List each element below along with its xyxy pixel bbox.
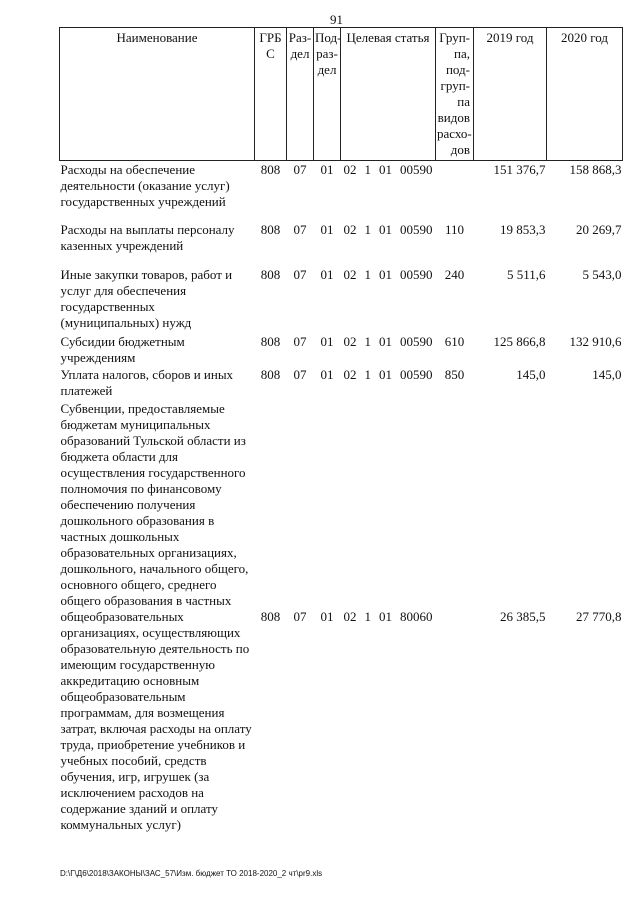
row-expense-group bbox=[436, 161, 474, 211]
row-2020: 20 269,7 bbox=[576, 222, 622, 237]
row-razdel: 07 bbox=[293, 609, 307, 624]
row-2020: 132 910,6 bbox=[569, 334, 622, 349]
table-row bbox=[60, 254, 623, 331]
row-name: Субвенции, предоставляемые бюджетам муниципальных образований Тульской области из бюджета области для осуществления государственного полномочия по финансовому обеспечению получения дошкольного образования в частных дошкольных образовательных организациях, дошкольного, начального общего, основного общего, среднего общего образования в частных общеобразовательных организациях, осуществляющих образовательную деятельность по имеющим государственную аккредитацию основным общеобразовательным программам, для возмещения затрат, включая расходы на оплату труда, приобретение учебников и учебных пособий, средств обучения, игр, игрушек (за исключением расходов на содержание зданий и оплату коммунальных услуг) bbox=[60, 401, 252, 832]
row-target-article: 02 1 01 00590 bbox=[343, 222, 433, 237]
row-expense-group: 240 bbox=[444, 267, 465, 282]
row-grbs: 808 bbox=[260, 334, 281, 349]
header-2020: 2020 год bbox=[547, 28, 623, 161]
row-2020: 5 543,0 bbox=[582, 267, 622, 282]
header-name: Наименование bbox=[60, 28, 255, 161]
row-name: Иные закупки товаров, работ и услуг для обеспечения государственных (муниципальных) нужд bbox=[60, 267, 233, 330]
table-row bbox=[60, 210, 623, 254]
row-target-article: 02 1 01 00590 bbox=[343, 267, 433, 282]
row-2019: 19 853,3 bbox=[500, 222, 546, 237]
row-target-article: 02 1 01 80060 bbox=[343, 609, 433, 624]
table-row bbox=[60, 161, 623, 211]
header-razdel: Раз-дел bbox=[287, 28, 314, 161]
table-row bbox=[60, 366, 623, 399]
table-row bbox=[60, 399, 623, 833]
row-expense-group bbox=[436, 399, 474, 833]
page-number: 91 bbox=[330, 12, 343, 27]
footer-file-path: D:\Г\Д6\2018\ЗАКОНЫ\ЗАС_57\Изм. бюджет ТО 2018-2020_2 чт\pr9.xls bbox=[60, 869, 323, 878]
row-razdel: 07 bbox=[293, 334, 307, 349]
row-2019: 151 376,7 bbox=[493, 162, 546, 177]
header-podrazdel: Под-раз-дел bbox=[314, 28, 341, 161]
row-2020: 158 868,3 bbox=[569, 162, 622, 177]
row-expense-group: 610 bbox=[444, 334, 465, 349]
row-grbs: 808 bbox=[260, 162, 281, 177]
row-2019: 5 511,6 bbox=[506, 267, 546, 282]
row-expense-group: 110 bbox=[444, 222, 465, 237]
row-grbs: 808 bbox=[260, 367, 281, 382]
row-podrazdel: 01 bbox=[320, 334, 334, 349]
row-name: Расходы на выплаты персоналу казенных учреждений bbox=[60, 222, 235, 253]
row-name: Субсидии бюджетным учреждениям bbox=[60, 334, 185, 365]
row-razdel: 07 bbox=[293, 367, 307, 382]
row-2020: 27 770,8 bbox=[576, 609, 622, 624]
row-2019: 26 385,5 bbox=[500, 609, 546, 624]
header-target-article: Целевая статья bbox=[341, 28, 436, 161]
table-header-row bbox=[60, 28, 623, 161]
row-podrazdel: 01 bbox=[320, 162, 334, 177]
row-razdel: 07 bbox=[293, 222, 307, 237]
row-2019: 145,0 bbox=[516, 367, 546, 382]
header-expense-group: Груп-па, под-груп-па видов расхо-дов bbox=[436, 28, 474, 161]
header-2019: 2019 год bbox=[474, 28, 547, 161]
header-grbs: ГРБ С bbox=[255, 28, 287, 161]
table-row bbox=[60, 331, 623, 366]
row-expense-group: 850 bbox=[444, 367, 465, 382]
row-podrazdel: 01 bbox=[320, 222, 334, 237]
row-target-article: 02 1 01 00590 bbox=[343, 334, 433, 349]
row-grbs: 808 bbox=[260, 609, 281, 624]
row-podrazdel: 01 bbox=[320, 267, 334, 282]
row-target-article: 02 1 01 00590 bbox=[343, 162, 433, 177]
row-name: Расходы на обеспечение деятельности (оказание услуг) государственных учреждений bbox=[60, 162, 230, 209]
budget-table bbox=[59, 27, 623, 833]
row-name: Уплата налогов, сборов и иных платежей bbox=[60, 367, 234, 398]
row-razdel: 07 bbox=[293, 267, 307, 282]
row-grbs: 808 bbox=[260, 267, 281, 282]
row-razdel: 07 bbox=[293, 162, 307, 177]
row-target-article: 02 1 01 00590 bbox=[343, 367, 433, 382]
row-grbs: 808 bbox=[260, 222, 281, 237]
row-podrazdel: 01 bbox=[320, 367, 334, 382]
row-2019: 125 866,8 bbox=[493, 334, 546, 349]
row-2020: 145,0 bbox=[592, 367, 622, 382]
row-podrazdel: 01 bbox=[320, 609, 334, 624]
